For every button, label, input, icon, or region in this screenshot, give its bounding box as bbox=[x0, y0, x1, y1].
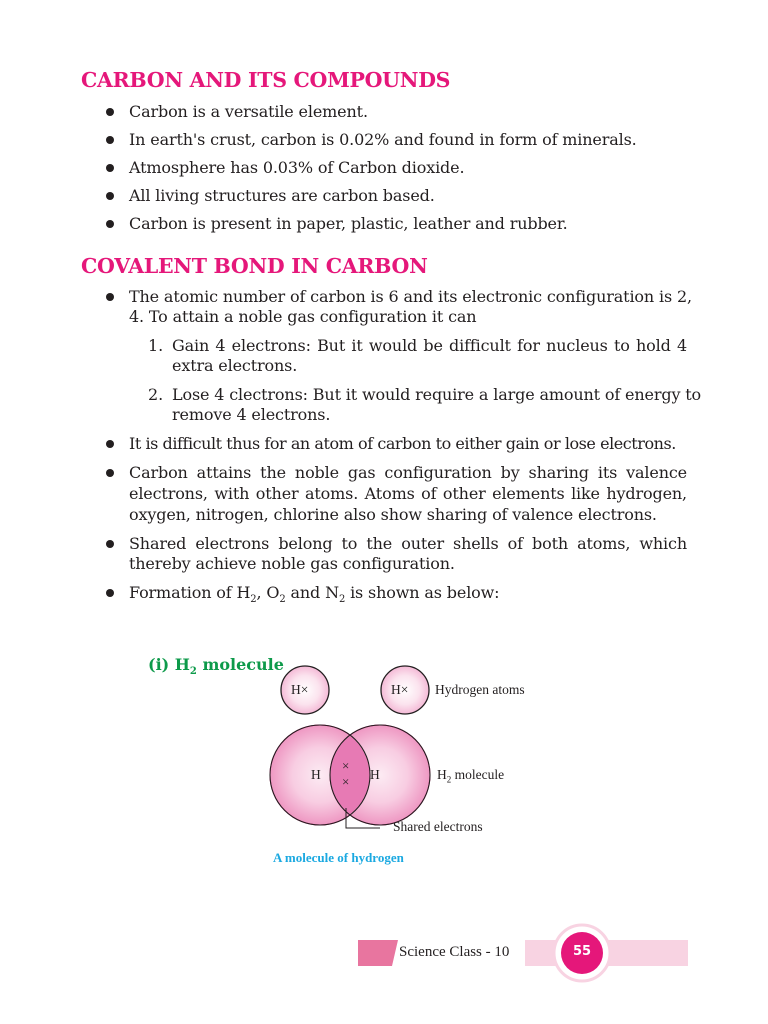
item-number: 1. bbox=[148, 336, 164, 355]
bullet-text: Atmosphere has 0.03% of Carbon dioxide. bbox=[129, 158, 465, 177]
footer-book-title: Science Class - 10 bbox=[399, 944, 510, 960]
item-text: remove 4 electrons. bbox=[172, 405, 331, 424]
section-heading-covalent-bond: COVALENT BOND IN CARBON bbox=[81, 254, 428, 278]
shared-electron-cross: × bbox=[342, 758, 350, 773]
bullet-text: Formation of $H_2$, $O_2$ and $N_2$ is shown as below: bbox=[129, 583, 500, 606]
bullet-text: All living structures are carbon based. bbox=[129, 186, 435, 205]
molecule-h-left: H bbox=[311, 767, 321, 782]
diagram-label: (i) $H_2$ molecule bbox=[148, 655, 284, 678]
shared-electrons-label: Shared electrons bbox=[393, 819, 483, 834]
bullet-text: It is difficult thus for an atom of carbon to either gain or lose electrons. bbox=[129, 434, 676, 453]
section-heading-carbon-compounds: CARBON AND ITS COMPOUNDS bbox=[81, 68, 451, 92]
bullet-text: oxygen, nitrogen, chlorine also show sharing of valence electrons. bbox=[129, 505, 657, 524]
bullet-text: thereby achieve noble gas configuration. bbox=[129, 554, 455, 573]
hydrogen-atoms-label: Hydrogen atoms bbox=[435, 682, 525, 697]
atom-label-left: H× bbox=[291, 682, 309, 697]
bullet-text: Carbon attains the noble gas configuration by sharing its valence bbox=[129, 463, 687, 482]
atom-label-right: H× bbox=[391, 682, 409, 697]
shared-electron-cross: × bbox=[342, 774, 350, 789]
bullet-text: In earth's crust, carbon is 0.02% and found in form of minerals. bbox=[129, 130, 637, 149]
bullet-text: Carbon is present in paper, plastic, leather and rubber. bbox=[129, 214, 568, 233]
molecule-label: $H_2$ molecule bbox=[437, 767, 505, 785]
footer-accent-shape bbox=[358, 940, 398, 966]
bullet-text: Carbon is a versatile element. bbox=[129, 102, 368, 121]
molecule-h-right: H bbox=[370, 767, 380, 782]
bullet-text: Shared electrons belong to the outer shells of both atoms, which bbox=[129, 534, 687, 553]
bullet-text: electrons, with other atoms. Atoms of other elements like hydrogen, bbox=[129, 484, 687, 503]
item-text: extra electrons. bbox=[172, 356, 298, 375]
item-number: 2. bbox=[148, 385, 164, 404]
item-text: Lose 4 clectrons: But it would require a large amount of energy to bbox=[172, 385, 702, 404]
bullet-text: 4. To attain a noble gas configuration it can bbox=[129, 307, 477, 326]
page-number: 55 bbox=[572, 944, 592, 959]
bullet-text: The atomic number of carbon is 6 and its electronic configuration is 2, bbox=[129, 287, 692, 306]
diagram-caption: A molecule of hydrogen bbox=[273, 850, 404, 865]
item-text: Gain 4 electrons: But it would be difficult for nucleus to hold 4 bbox=[172, 336, 687, 355]
